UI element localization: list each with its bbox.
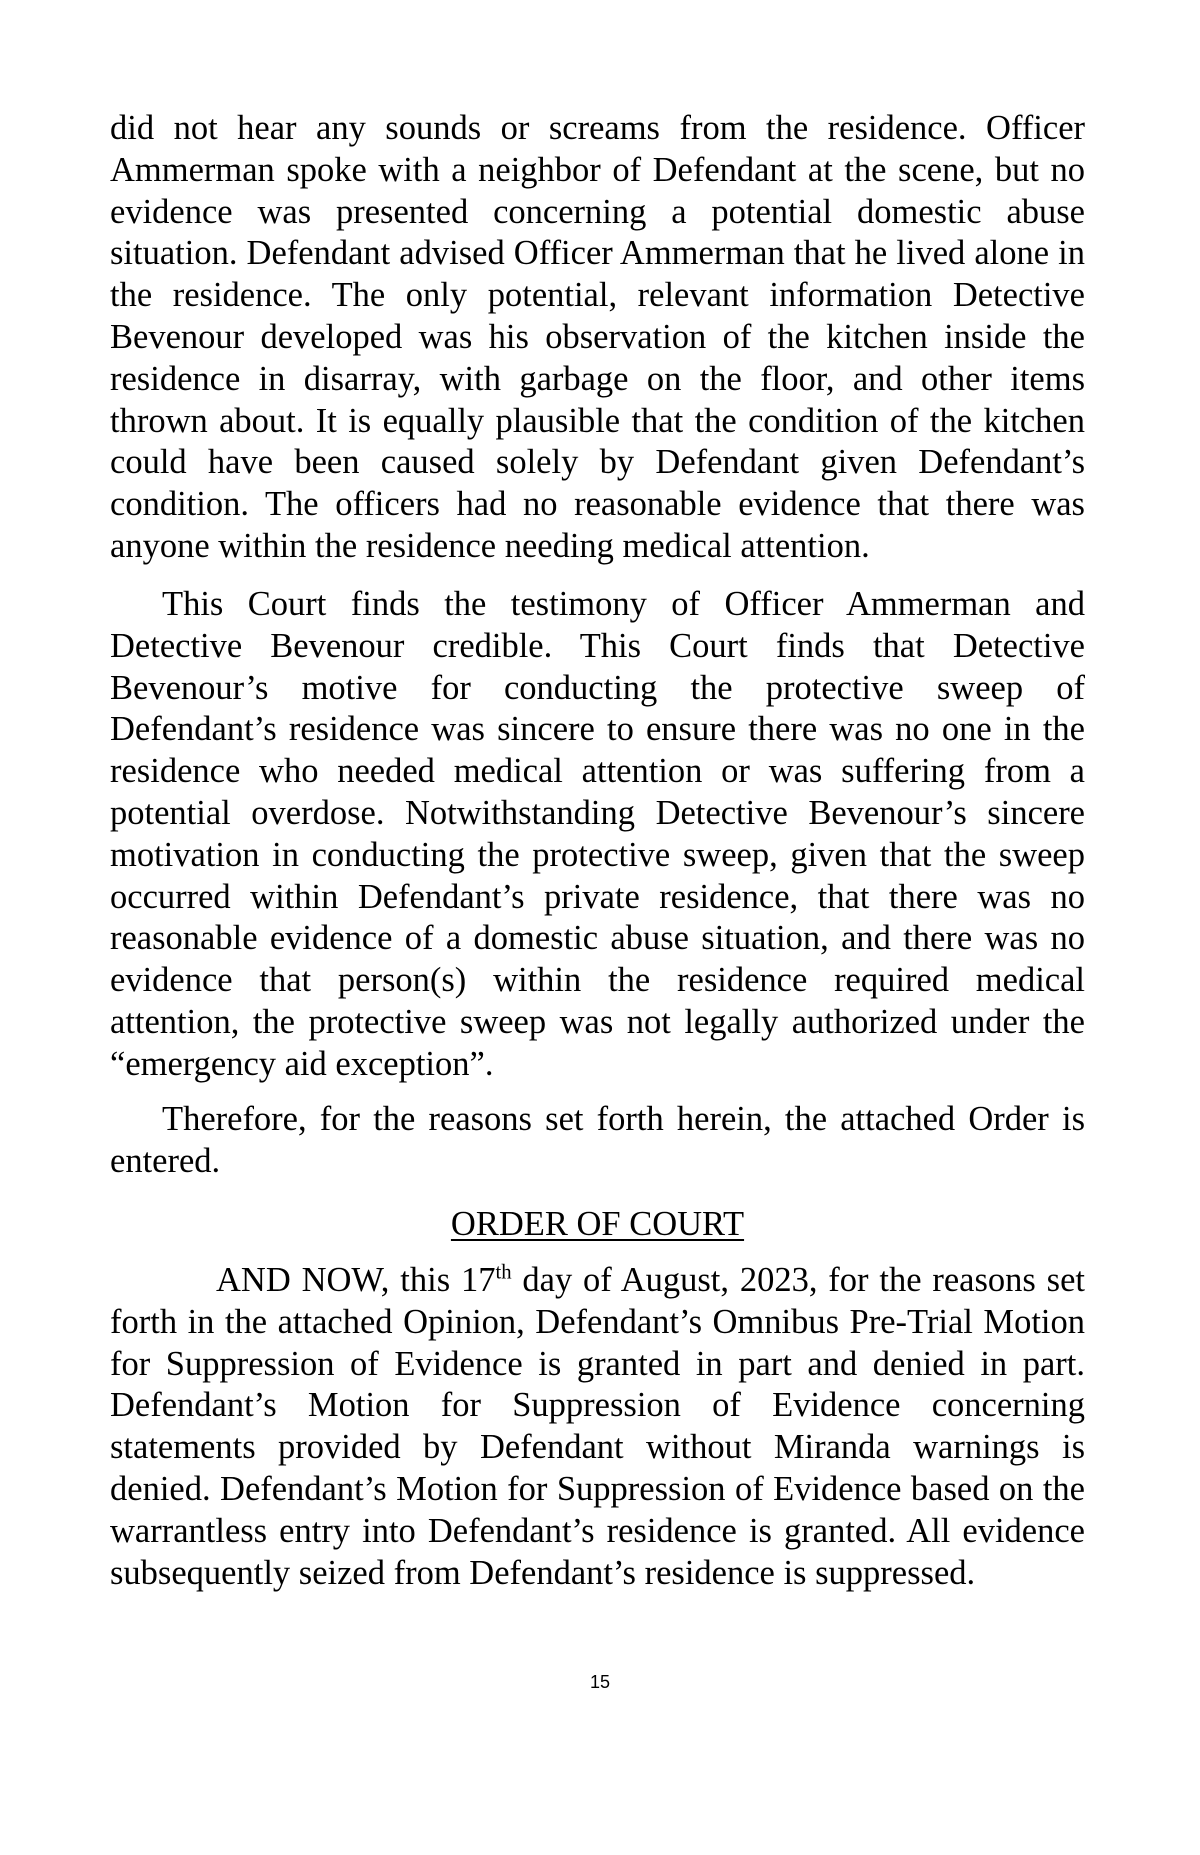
order-heading-text: ORDER OF COURT: [450, 1205, 745, 1243]
opinion-paragraph-1: did not hear any sounds or screams from the residence. Officer Ammerman spoke with a neighbor of Defendant at the scene, but no evidence was presented concerning a potential domestic abuse situation. Defendant advised Officer Ammerman that he lived alone in the residence. The only potential, relevant information Detective Bevenour developed was his observation of the kitchen inside the residence in disarray, with garbage on the floor, and other items thrown about. It is equally plausible that the condition of the kitchen could have been caused solely by Defendant given Defendant’s condition. The officers had no reasonable evidence that there was anyone within the residence needing medical attention.: [110, 109, 1085, 565]
order-body: day of August, 2023, for the reasons set forth in the attached Opinion, Defendant’s Omnibus Pre-Trial Motion for Suppression of Evidence is granted in part and denied in part. Defendant’s Motion for Suppression of Evidence concerning statements provided by Defendant without Miranda warnings is denied. Defendant’s Motion for Suppression of Evidence based on the warrantless entry into Defendant’s residence is granted. All evidence subsequently seized from Defendant’s residence is suppressed.: [110, 1261, 1085, 1592]
order-heading: [110, 1204, 1085, 1246]
opinion-paragraph-2: This Court finds the testimony of Officer Ammerman and Detective Bevenour credible. This Court finds that Detective Bevenour’s motive for conducting the protective sweep of Defendant’s residence was sincere to ensure there was no one in the residence who needed medical attention or was suffering from a potential overdose. Notwithstanding Detective Bevenour’s sincere motivation in conducting the protective sweep, given that the sweep occurred within Defendant’s private residence, that there was no reasonable evidence of a domestic abuse situation, and there was no evidence that person(s) within the residence required medical attention, the protective sweep was not legally authorized under the “emergency aid exception”.: [110, 585, 1085, 1083]
order-lead: AND NOW, this 17: [216, 1261, 496, 1299]
ordinal-suffix: th: [495, 1261, 512, 1284]
order-paragraph: [110, 1260, 1085, 1594]
opinion-paragraph-3: Therefore, for the reasons set forth herein, the attached Order is entered.: [110, 1100, 1085, 1180]
page-number: 15: [589, 1672, 611, 1692]
